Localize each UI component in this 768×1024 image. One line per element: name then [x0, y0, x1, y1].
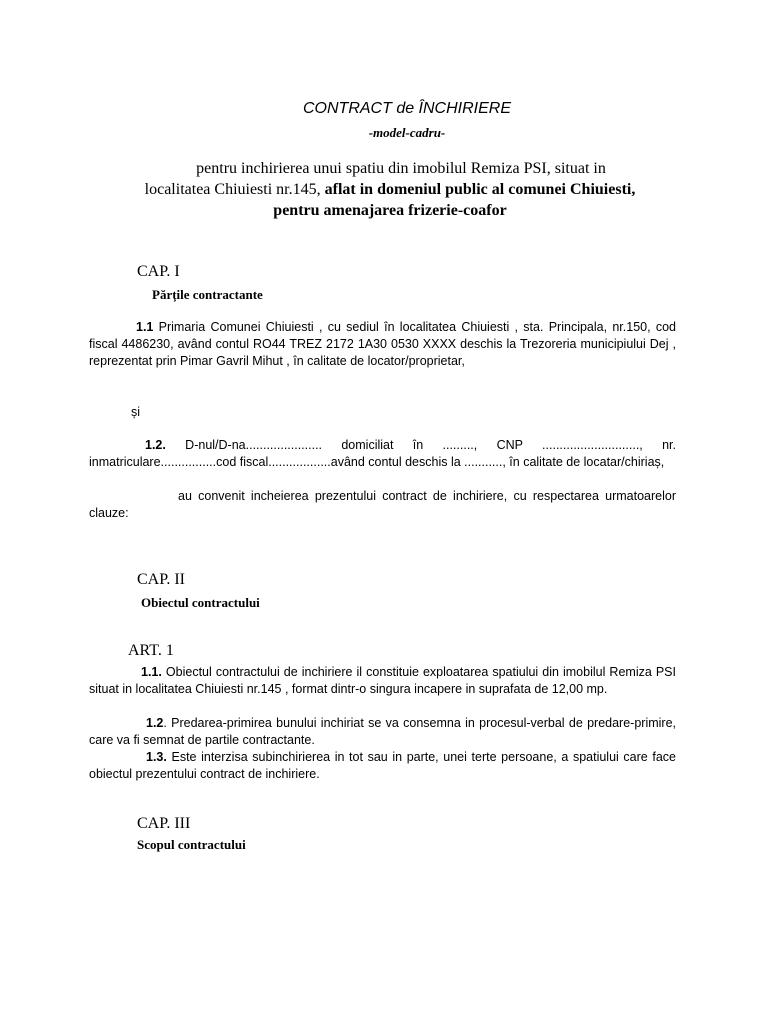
document-subtitle: -model-cadru-: [368, 125, 446, 140]
chapter-3-label: CAP. III: [137, 815, 191, 832]
document-title: CONTRACT de ÎNCHIRIERE: [302, 100, 512, 117]
article-1-3: 1.3. Este interzisa subinchirierea in tot sau in parte, unei terte persoane, a spatiului care face obiectul prezentului contract de inchiriere.: [89, 750, 676, 781]
intro-line-2: [100, 179, 680, 200]
document-intro: [100, 158, 680, 221]
intro-line-3: pentru amenajarea frizerie-coafor: [273, 202, 507, 219]
paragraph-1-1: 1.1 Primaria Comunei Chiuiesti , cu sediul în localitatea Chiuiesti , sta. Principala, nr.150, cod fiscal 4486230, având contul RO44 TREZ 2172 1A30 0530 XXXX deschis la Trezoreria municipiului Dej , reprezentat prin Pimar Gavril Mihut , în calitate de locator/proprietar,: [89, 320, 676, 368]
article-1-label: ART. 1: [128, 642, 174, 659]
intro-line-2-bold: aflat in domeniul public al comunei Chiuiesti,: [324, 181, 636, 198]
paragraph-1-2-continuation: au convenit incheierea prezentului contract de inchiriere, cu respectarea urmatoarelor clauze:: [89, 489, 676, 520]
conjunction-si: și: [131, 405, 141, 419]
intro-line-2-normal: localitatea Chiuiesti nr.145,: [144, 181, 325, 198]
chapter-2-label: CAP. II: [137, 571, 186, 588]
chapter-1-label: CAP. I: [137, 263, 180, 280]
paragraph-1-2: 1.2. D-nul/D-na...................... domiciliat în ........., CNP ............................, nr. inmatriculare................cod fiscal..................având contul deschis la ..........., în calitate de locatar/chiriaș,: [89, 438, 676, 469]
intro-line-1: pentru inchirierea unui spatiu din imobilul Remiza PSI, situat in: [196, 160, 606, 177]
chapter-2-heading: Obiectul contractului: [141, 595, 260, 610]
article-1-2: 1.2. Predarea-primirea bunului inchiriat se va consemna in procesul-verbal de predare-primire, care va fi semnat de partile contractante.: [89, 716, 676, 747]
chapter-1-heading: Părțile contractante: [152, 287, 263, 302]
chapter-3-heading: Scopul contractului: [137, 837, 246, 852]
article-1-1: 1.1. Obiectul contractului de inchiriere il constituie exploatarea spatiului din imobilul Remiza PSI situat in localitatea Chiuiesti nr.145 , format dintr-o singura incapere in suprafata de 12,00 mp.: [89, 665, 676, 696]
